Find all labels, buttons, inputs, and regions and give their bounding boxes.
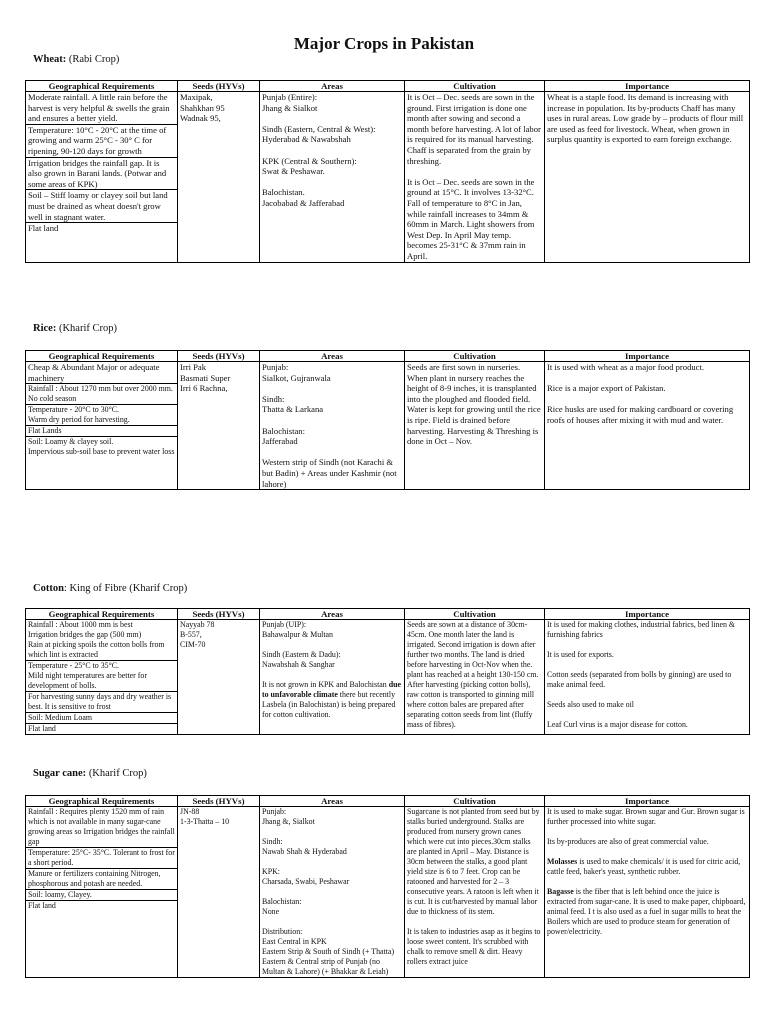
sugarcane-heading	[33, 768, 147, 779]
header-geo: Geographical Requirements	[26, 609, 178, 620]
cotton-heading	[33, 583, 187, 594]
sugarcane-table	[25, 795, 750, 978]
header-importance: Importance	[545, 351, 750, 362]
wheat-table	[25, 80, 750, 263]
rice-seeds-cell: Irri Pak Basmati Super Irri 6 Rachna,	[178, 362, 260, 490]
header-areas: Areas	[260, 351, 405, 362]
rice-importance-cell: It is used with wheat as a major food product. Rice is a major export of Pakistan. Rice husks are used for making cardboard or covering roofs of houses after mixing it with mud and water.	[545, 362, 750, 490]
cotton-season: : King of Fibre (Kharif Crop)	[63, 583, 188, 594]
header-areas: Areas	[260, 81, 405, 92]
header-seeds: Seeds (HYVs)	[178, 81, 260, 92]
cotton-geo-temperature: Temperature - 25°C to 35°C. Mild night temperatures are better for development of bolls.	[26, 661, 177, 692]
wheat-row	[26, 92, 750, 263]
page-title: Major Crops in Pakistan	[293, 34, 475, 53]
header-geo: Geographical Requirements	[26, 351, 178, 362]
cotton-geo-cell	[26, 620, 178, 735]
sugarcane-importance-text: It is used to make sugar. Brown sugar and Gur. Brown sugar is further processed into white sugar. Its by-produces are also of great commercial value.	[547, 807, 745, 846]
header-seeds: Seeds (HYVs)	[178, 609, 260, 620]
bagasse-text: is the fiber that is left behind once the juice is extracted from sugar-cane. It is used to make paper, chipboard, animal feed. I t is also used as a fuel in sugar mills to heat the Boilers which are used to produce steam for generation of power/electricity.	[547, 887, 748, 936]
header-cultivation: Cultivation	[405, 796, 545, 807]
sugarcane-season: (Kharif Crop)	[88, 768, 147, 779]
wheat-geo-irrigation: Irrigation bridges the rainfall gap. It is also grown in Barani lands. (Potwar and some areas of KPK)	[26, 158, 177, 191]
sugarcane-geo-cell	[26, 807, 178, 978]
cotton-areas-cell	[260, 620, 405, 735]
header-areas: Areas	[260, 609, 405, 620]
sugarcane-seeds-cell: JN-88 1-3-Thatta – 10	[178, 807, 260, 978]
sugarcane-areas-cell: Punjab: Jhang &, Sialkot Sindh: Nawab Shah & Hyderabad KPK: Charsada, Swabi, Peshawar Balochistan: None Distribution: East Central in KPK Eastern Strip & South of Sindh (+ Thatta) Eastern & Central strip of Punjab (no Multan & Lahore) (+ Bhakkar & Leiah)	[260, 807, 405, 978]
wheat-areas-cell: Punjab (Entire): Jhang & Sialkot Sindh (Eastern, Central & West): Hyderabad & Nawabshah KPK (Central & Southern): Swat & Peshawar. Balochistan. Jacobabad & Jafferabad	[260, 92, 405, 263]
header-seeds: Seeds (HYVs)	[178, 351, 260, 362]
rice-areas-cell: Punjab: Sialkot, Gujranwala Sindh: Thatta & Larkana Balochistan: Jafferabad Western strip of Sindh (not Karachi & but Badin) + Areas under Kashmir (not lahore)	[260, 362, 405, 490]
sugarcane-geo-soil: Soil: loamy, Clayey.	[26, 890, 177, 901]
rice-row	[26, 362, 750, 490]
rice-cultivation-cell: Seeds are first sown in nurseries. When plant in nursery reaches the height of 8-9 inches, it is transplanted into the ploughed and flooded field. Water is kept for growing until the rice is ripe. Field is drained before harvesting. Harvesting & Threshing is done in Oct – Nov.	[405, 362, 545, 490]
header-seeds: Seeds (HYVs)	[178, 796, 260, 807]
cotton-importance-cell: It is used for making clothes, industrial fabrics, bed linen & furnishing fabrics It is used for exports. Cotton seeds (separated from bolls by ginning) are used to make animal feed. Seeds also used to make oil Leaf Curl virus is a major disease for cotton.	[545, 620, 750, 735]
rice-name: Rice:	[33, 323, 57, 334]
header-importance: Importance	[545, 796, 750, 807]
sugarcane-geo-temperature: Temperature: 25°C- 35°C. Tolerant to frost for a short period.	[28, 848, 177, 867]
cotton-areas-text: Punjab (UIP): Bahawalpur & Multan Sindh (Eastern & Dadu): Nawabshah & Sanghar It is not grown in KPK and Balochistan	[262, 620, 387, 689]
cotton-seeds-cell: Nayyab 78 B-557, CIM-70	[178, 620, 260, 735]
bagasse-label: Bagasse	[547, 887, 574, 896]
wheat-heading	[33, 54, 119, 65]
cotton-cultivation-cell: Seeds are sown at a distance of 30cm-45cm. One month later the land is irrigated. Second irrigation is down after further two months. The land is dried before harvesting in Oct-Nov when the. plant has reached at a height 130-150 cm. After harvesting (picking cotton bolls), raw cotton is transported to ginning mill where cotton bales are prepared after separating cotton seeds from lint (fluffy mass of fibres).	[405, 620, 545, 735]
sugarcane-cultivation-cell: Sugarcane is not planted from seed but by stalks buried underground. Stalks are produced from nursery grown canes which were cut into pieces.30cm stalks are planted in April – May. Distance is 30cm between the stalks, a good plant yield size is 6 to 7 feet. Crop can be ratooned and harvested for 2 – 3 consecutive years. A ratoon is left when it is cut. It is cut/harvested by manual labor due to thickness of its stem. It is taken to industries asap as it begins to loose sweet content. It's scrubbed with chalk to remove smell & dirt. Heavy rollers extract juice	[405, 807, 545, 978]
wheat-name: Wheat:	[33, 54, 67, 65]
rice-geo-land: Flat Lands	[26, 426, 177, 437]
header-importance: Importance	[545, 609, 750, 620]
cotton-areas-emphasis: due to unfavorable climate	[262, 680, 403, 699]
rice-geo-temperature: Temperature - 20°C to 30°C. Warm dry period for harvesting.	[26, 405, 177, 426]
sugarcane-header-row	[26, 796, 750, 807]
sugarcane-geo-land: Flat land	[28, 901, 56, 910]
wheat-importance-cell: Wheat is a staple food. Its demand is increasing with increase in population. Its by-products Chaff has many uses in rural areas. Low grade by – products of flour mill are used as feed for livestock. Wheat, when grown in surplus quantity is exported to earn foreign exchange.	[545, 92, 750, 263]
molasses-label: Molasses	[547, 857, 578, 866]
header-cultivation: Cultivation	[405, 351, 545, 362]
wheat-geo-temperature: Temperature: 10°C - 20°C at the time of growing and warm 25°C - 30° C for ripening, 90-120 days for growth	[26, 125, 177, 158]
wheat-seeds-cell: Maxipak, Shahkhan 95 Wadnak 95,	[178, 92, 260, 263]
rice-geo-cell	[26, 362, 178, 490]
sugarcane-importance-cell	[545, 807, 750, 978]
wheat-geo-cell	[26, 92, 178, 263]
sugarcane-geo-rainfall: Rainfall : Requires plenty 1520 mm of rain which is not available in many sugar-cane growing areas so Irrigation bridges the rainfall gap	[28, 807, 177, 846]
cotton-name: Cotton	[33, 583, 64, 594]
wheat-geo-rainfall: Moderate rainfall. A little rain before the harvest is very helpful & swells the grain and ensures a better yield.	[26, 92, 177, 125]
rice-header-row	[26, 351, 750, 362]
wheat-cultivation-cell: It is Oct – Dec. seeds are sown in the ground. First irrigation is done one month after sowing and second a month before harvesting. A lot of labor is required for its manual harvesting. Chaff is separated from the grain by threshing. It is Oct – Dec. seeds are sown in the ground at 15°C. It involves 13-32°C. Fall of temperature to 8°C in Jan, while rainfall increases to 34mm & 60mm in March. Light showers from West Dep. In April May temp. becomes 25-31°C & 37mm rain in April.	[405, 92, 545, 263]
sugarcane-row	[26, 807, 750, 978]
cotton-table	[25, 608, 750, 735]
header-importance: Importance	[545, 81, 750, 92]
molasses-text: is used to make chemicals/ it is used for citric acid, cattle feed, baker's yeast, synthetic rubber.	[547, 857, 741, 876]
wheat-geo-soil: Soil – Stiff loamy or clayey soil but land must be drained as wheat doesn't grow well in stagnant water.	[26, 190, 177, 223]
cotton-geo-harvest-weather: For harvesting sunny days and dry weather is best. It is sensitive to frost	[26, 692, 177, 713]
rice-geo-rainfall: Rainfall : About 1270 mm but over 2000 mm. No cold season	[26, 384, 177, 405]
cotton-geo-rainfall: Rainfall : About 1000 mm is best Irrigation bridges the gap (500 mm) Rain at picking spoils the cotton bolls from which lint is extracted	[26, 620, 177, 661]
rice-geo-soil: Soil: Loamy & clayey soil. Impervious sub-soil base to prevent water loss	[28, 437, 175, 457]
cotton-row	[26, 620, 750, 735]
header-cultivation: Cultivation	[405, 609, 545, 620]
header-geo: Geographical Requirements	[26, 796, 178, 807]
rice-geo-machinery: Cheap & Abundant Major or adequate machinery	[26, 362, 177, 384]
wheat-geo-land: Flat land	[28, 223, 59, 234]
rice-table	[25, 350, 750, 490]
wheat-season: (Rabi Crop)	[68, 54, 120, 65]
cotton-header-row	[26, 609, 750, 620]
sugarcane-geo-fertilizer: Manure or fertilizers containing Nitrogen, phosphorous and potash are needed.	[26, 869, 177, 890]
rice-heading	[33, 323, 117, 334]
wheat-header-row	[26, 81, 750, 92]
cotton-areas-text-end: there but recently Lasbela (in Balochistan) is being prepared for cotton cultivation.	[262, 690, 398, 719]
header-areas: Areas	[260, 796, 405, 807]
header-cultivation: Cultivation	[405, 81, 545, 92]
cotton-geo-land: Flat land	[28, 724, 56, 733]
sugarcane-name: Sugar cane:	[33, 768, 87, 779]
cotton-geo-soil: Soil: Medium Loam	[26, 713, 177, 724]
rice-season: (Kharif Crop)	[58, 323, 117, 334]
header-geo: Geographical Requirements	[26, 81, 178, 92]
